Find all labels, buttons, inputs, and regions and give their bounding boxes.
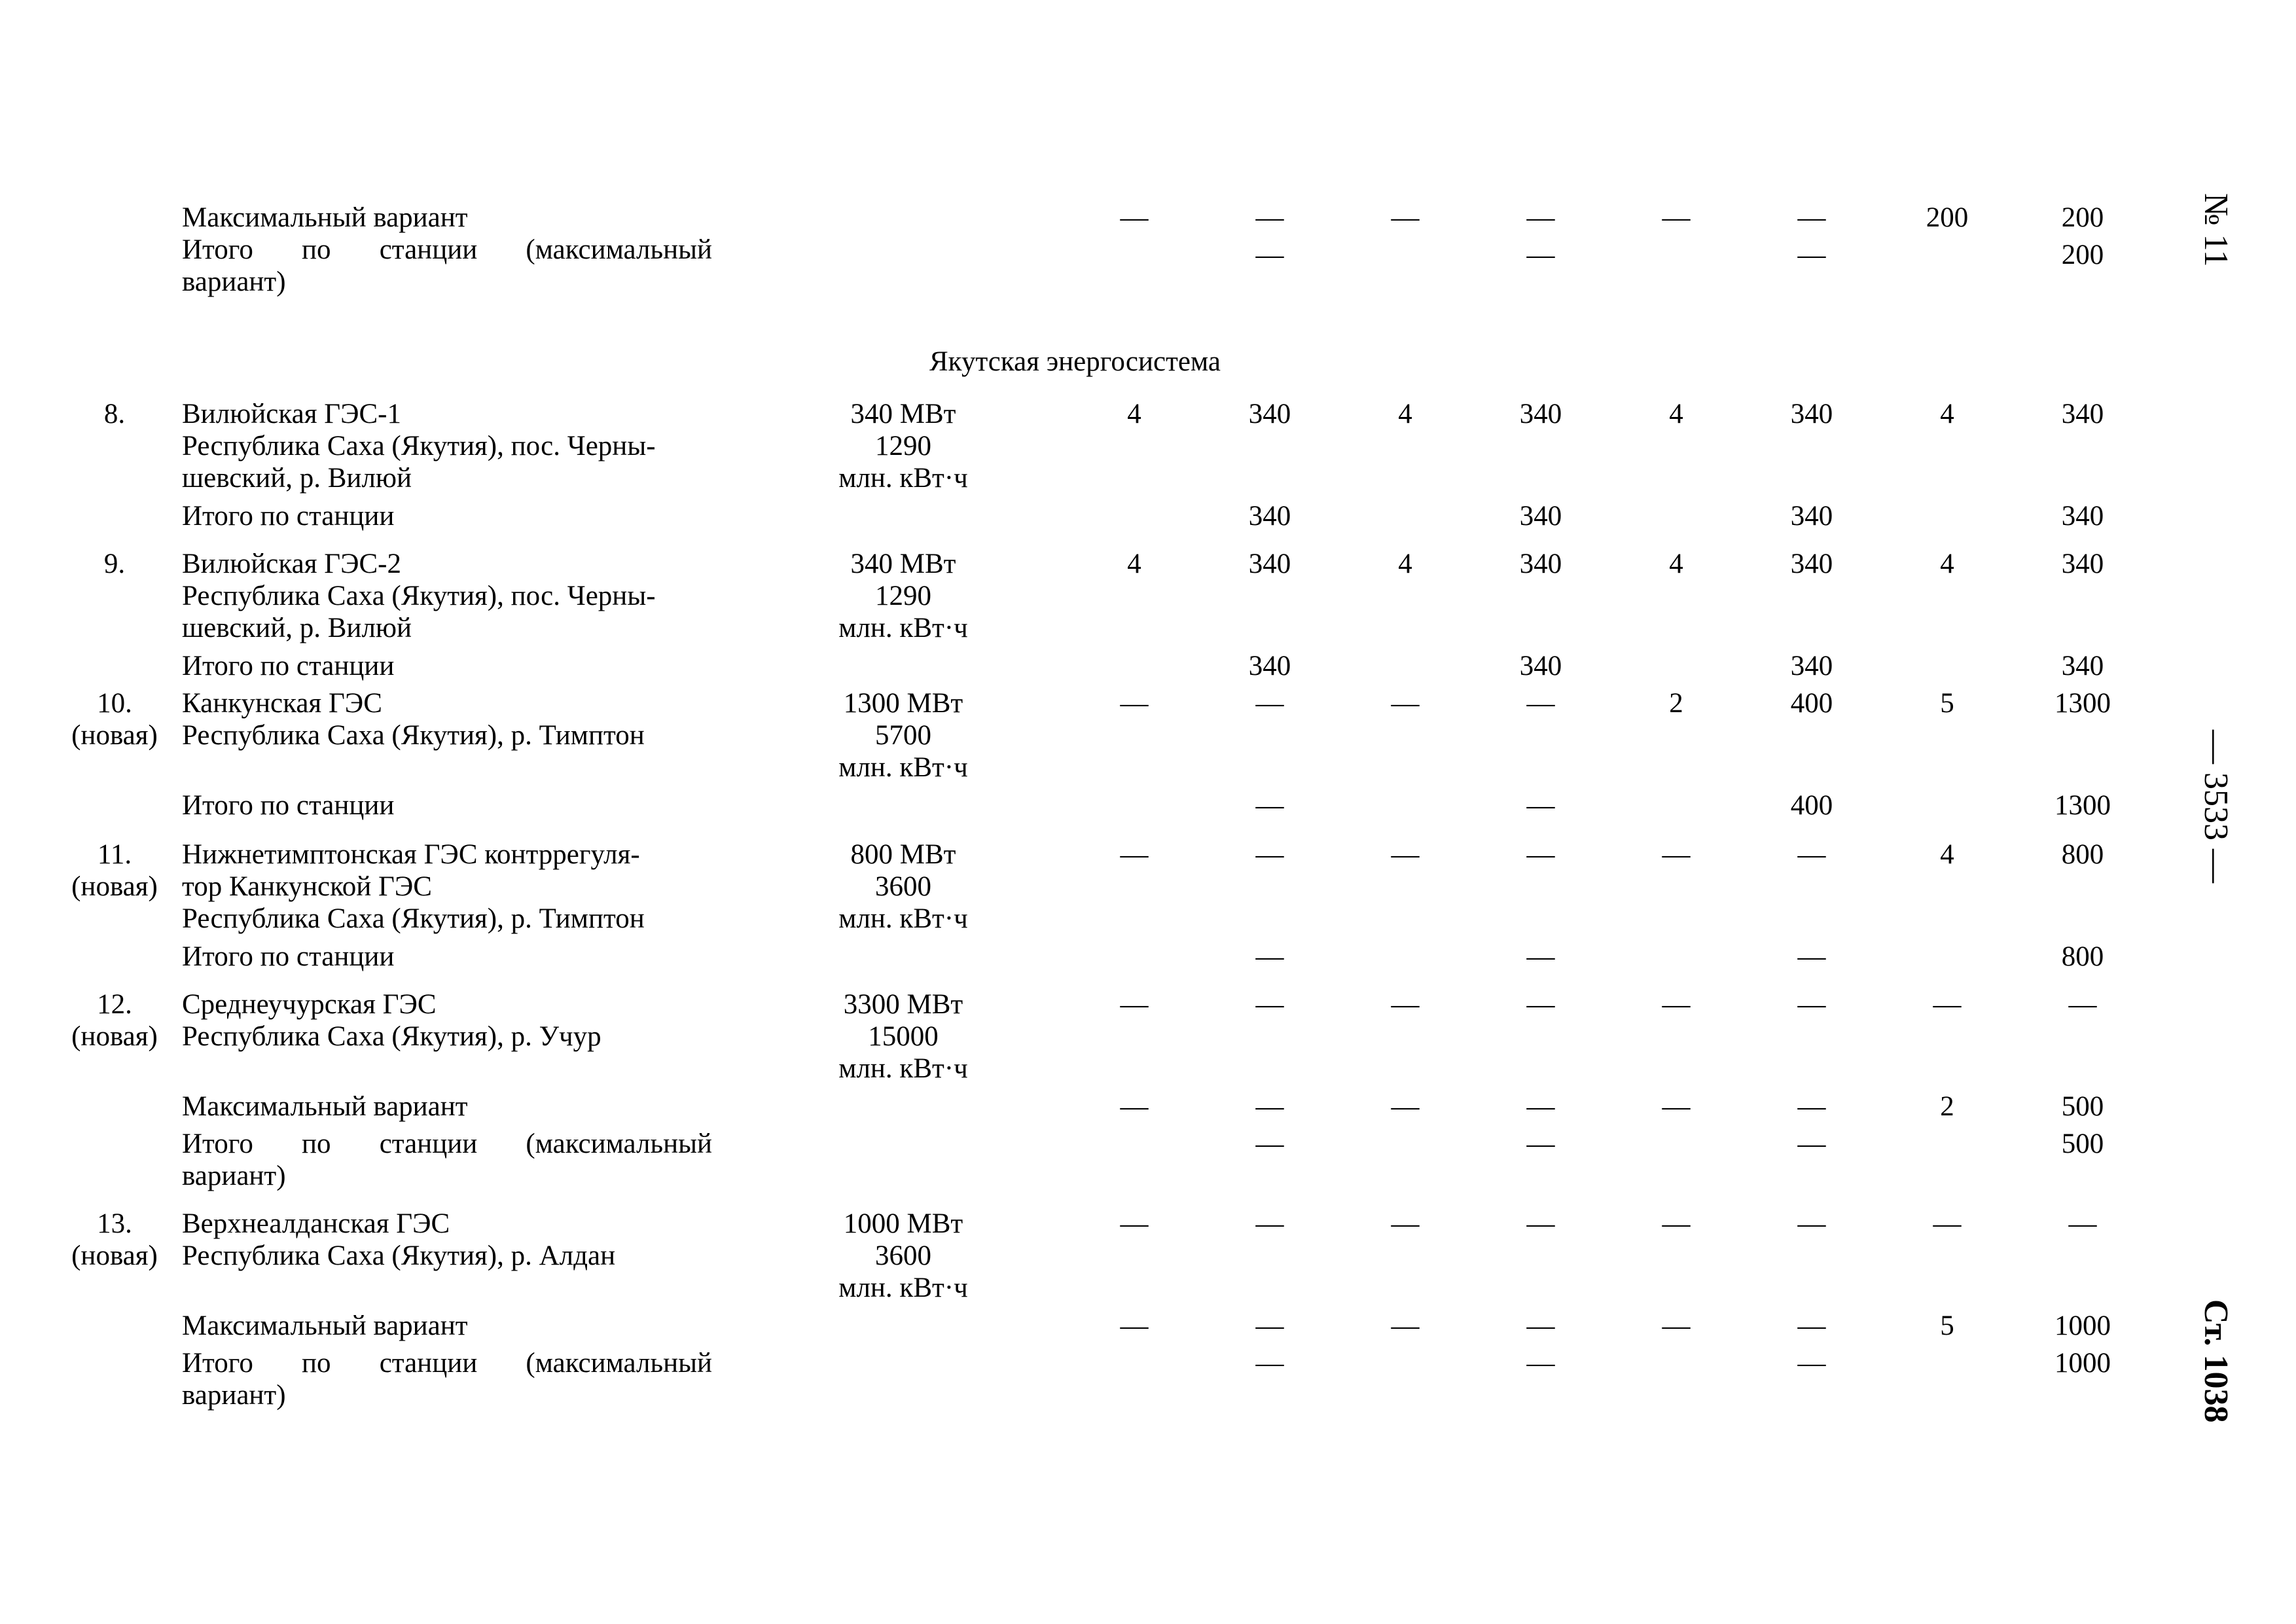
station-8-value-col-4: 340 <box>1519 399 1562 429</box>
station-location-line: шевский, р. Вилюй <box>182 613 412 643</box>
total-values-row-col-4: — <box>1526 240 1555 270</box>
station-13-total-col-2: — <box>1255 1348 1284 1379</box>
capacity-mw: 800 МВт <box>850 839 956 870</box>
station-13-max-col-6: — <box>1797 1310 1826 1341</box>
station-12-value-col-3: — <box>1391 989 1420 1020</box>
station-8-value-col-7: 4 <box>1940 399 1954 429</box>
station-8-value-col-8: 340 <box>2061 399 2104 429</box>
station-total-label: Итого по станции <box>182 790 395 821</box>
max-values-row-col-6: — <box>1797 202 1826 233</box>
station-11-value-col-7: 4 <box>1940 839 1954 870</box>
station-8-value-col-5: 4 <box>1669 399 1683 429</box>
output-unit: млн. кВт·ч <box>838 903 968 934</box>
station-13-max-col-7: 5 <box>1940 1310 1954 1341</box>
station-total-label: Итого по станции <box>182 501 395 532</box>
station-11-value-col-6: — <box>1797 839 1826 870</box>
station-12-max-col-7: 2 <box>1940 1091 1954 1122</box>
station-9-total-col-6: 340 <box>1790 651 1833 681</box>
station-8-total-col-4: 340 <box>1519 501 1562 532</box>
station-location-line: Республика Саха (Якутия), пос. Черны- <box>182 431 656 461</box>
total-label: Итого по станции (максимальный <box>182 234 712 265</box>
station-capacity <box>812 1208 995 1304</box>
station-9-value-col-8: 340 <box>2061 549 2104 579</box>
station-name: Нижнетимптонская ГЭС контррегуля- <box>182 839 640 870</box>
row-new-note: (новая) <box>71 1021 158 1052</box>
station-10-total-col-4: — <box>1526 790 1555 821</box>
station-description <box>182 398 712 494</box>
station-location-line: Республика Саха (Якутия), р. Учур <box>182 1021 601 1052</box>
station-12-max-col-2: — <box>1255 1091 1284 1122</box>
annual-output: 15000 <box>868 1021 939 1052</box>
station-13-max-col-4: — <box>1526 1310 1555 1341</box>
station-12-value-col-7: — <box>1933 989 1962 1020</box>
station-13-value-col-6: — <box>1797 1208 1826 1239</box>
station-10-total-col-8: 1300 <box>2054 790 2111 821</box>
station-13-total-col-8: 1000 <box>2054 1348 2111 1379</box>
station-10-value-col-4: — <box>1526 688 1555 719</box>
row-new-note: (новая) <box>71 1240 158 1271</box>
row-number <box>59 988 170 1053</box>
station-location-line: тор Канкунской ГЭС <box>182 871 432 902</box>
station-11-value-col-5: — <box>1662 839 1691 870</box>
station-13-max-col-3: — <box>1391 1310 1420 1341</box>
station-8-value-col-1: 4 <box>1127 399 1141 429</box>
total-values-row-col-2: — <box>1255 240 1284 270</box>
station-13-value-col-3: — <box>1391 1208 1420 1239</box>
station-13-max-col-8: 1000 <box>2054 1310 2111 1341</box>
station-12-total-col-6: — <box>1797 1128 1826 1159</box>
page-number: — 3533 — <box>2197 730 2234 883</box>
station-13-total-col-6: — <box>1797 1348 1826 1379</box>
station-12-value-col-2: — <box>1255 989 1284 1020</box>
total-values-row-col-8: 200 <box>2061 240 2104 270</box>
row-number <box>59 398 170 430</box>
issue-number: № 11 <box>2197 193 2234 267</box>
max-values-row-col-3: — <box>1391 202 1420 233</box>
row-number-value: 11. <box>97 839 132 870</box>
station-10-total-col-6: 400 <box>1790 790 1833 821</box>
row-number <box>59 1208 170 1272</box>
station-8-total-col-8: 340 <box>2061 501 2104 532</box>
output-unit: млн. кВт·ч <box>838 752 968 783</box>
max-values-row-col-2: — <box>1255 202 1284 233</box>
station-description <box>182 548 712 644</box>
station-10-value-col-7: 5 <box>1940 688 1954 719</box>
output-unit: млн. кВт·ч <box>838 1053 968 1084</box>
station-13-total-col-4: — <box>1526 1348 1555 1379</box>
station-12-total-col-2: — <box>1255 1128 1284 1159</box>
station-11-value-col-1: — <box>1120 839 1149 870</box>
max-values-row-col-7: 200 <box>1926 202 1969 233</box>
station-name: Верхнеалданская ГЭС <box>182 1208 450 1239</box>
station-description <box>182 1208 712 1272</box>
station-12-value-col-8: — <box>2068 989 2097 1020</box>
station-10-value-col-5: 2 <box>1669 688 1683 719</box>
station-11-total-col-8: 800 <box>2061 941 2104 972</box>
station-8-value-col-2: 340 <box>1248 399 1291 429</box>
station-8-total-col-2: 340 <box>1248 501 1291 532</box>
station-13-value-col-5: — <box>1662 1208 1691 1239</box>
output-unit: млн. кВт·ч <box>838 463 968 494</box>
output-unit: млн. кВт·ч <box>838 613 968 643</box>
max-values-row-col-5: — <box>1662 202 1691 233</box>
station-description <box>182 839 712 935</box>
total-values-row-col-6: — <box>1797 240 1826 270</box>
annual-output: 1290 <box>875 431 931 461</box>
station-location-line: Республика Саха (Якутия), р. Тимптон <box>182 903 645 934</box>
row-number-value: 13. <box>97 1208 132 1239</box>
station-12-max-col-1: — <box>1120 1091 1149 1122</box>
station-12-max-col-6: — <box>1797 1091 1826 1122</box>
capacity-mw: 1000 МВт <box>843 1208 963 1239</box>
station-9-value-col-2: 340 <box>1248 549 1291 579</box>
station-12-total-col-8: 500 <box>2061 1128 2104 1159</box>
station-8-total-col-6: 340 <box>1790 501 1833 532</box>
row-number-value: 10. <box>97 688 132 719</box>
row-new-note: (новая) <box>71 720 158 751</box>
station-11-value-col-4: — <box>1526 839 1555 870</box>
station-11-value-col-3: — <box>1391 839 1420 870</box>
station-capacity <box>812 839 995 935</box>
station-name: Вилюйская ГЭС-2 <box>182 549 401 579</box>
station-10-value-col-1: — <box>1120 688 1149 719</box>
station-11-value-col-2: — <box>1255 839 1284 870</box>
station-13-max-col-5: — <box>1662 1310 1691 1341</box>
station-10-value-col-3: — <box>1391 688 1420 719</box>
station-total-label: Итого по станции (максимальный вариант) <box>182 1348 712 1411</box>
max-variant-label: Максимальный вариант <box>182 202 468 233</box>
max-values-row-col-8: 200 <box>2061 202 2104 233</box>
station-name: Среднеучурская ГЭС <box>182 989 437 1020</box>
station-total-label: Итого по станции (максимальный вариант) <box>182 1128 712 1191</box>
station-13-value-col-2: — <box>1255 1208 1284 1239</box>
station-11-total-col-4: — <box>1526 941 1555 972</box>
annual-output: 3600 <box>875 871 931 902</box>
annual-output: 1290 <box>875 581 931 611</box>
station-11-total-col-6: — <box>1797 941 1826 972</box>
annual-output: 5700 <box>875 720 931 751</box>
article-number: Ст. 1038 <box>2197 1299 2234 1423</box>
max-values-row-col-1: — <box>1120 202 1149 233</box>
station-12-max-col-5: — <box>1662 1091 1691 1122</box>
station-location-line: Республика Саха (Якутия), пос. Черны- <box>182 581 656 611</box>
station-9-value-col-6: 340 <box>1790 549 1833 579</box>
station-9-value-col-5: 4 <box>1669 549 1683 579</box>
annual-output: 3600 <box>875 1240 931 1271</box>
row-new-note: (новая) <box>71 871 158 902</box>
station-12-max-col-3: — <box>1391 1091 1420 1122</box>
station-9-value-col-4: 340 <box>1519 549 1562 579</box>
station-12-value-col-5: — <box>1662 989 1691 1020</box>
station-12-value-col-4: — <box>1526 989 1555 1020</box>
station-10-value-col-6: 400 <box>1790 688 1833 719</box>
station-12-value-col-6: — <box>1797 989 1826 1020</box>
station-location-line: шевский, р. Вилюй <box>182 463 412 494</box>
station-description <box>182 687 712 751</box>
station-9-value-col-1: 4 <box>1127 549 1141 579</box>
station-total-label: Итого по станции <box>182 941 395 972</box>
station-13-value-col-7: — <box>1933 1208 1962 1239</box>
station-capacity <box>812 687 995 784</box>
station-12-total-col-4: — <box>1526 1128 1555 1159</box>
station-9-value-col-3: 4 <box>1398 549 1412 579</box>
station-9-total-col-8: 340 <box>2061 651 2104 681</box>
row-number <box>59 548 170 580</box>
row-number <box>59 687 170 751</box>
total-label-cont: вариант) <box>182 266 286 297</box>
max-variant-label: Максимальный вариант <box>182 1091 468 1122</box>
station-10-value-col-8: 1300 <box>2054 688 2111 719</box>
station-9-total-col-2: 340 <box>1248 651 1291 681</box>
row-number-value: 12. <box>97 989 132 1020</box>
station-total-label: Итого по станции <box>182 651 395 681</box>
station-11-value-col-8: 800 <box>2061 839 2104 870</box>
capacity-mw: 3300 МВт <box>843 989 963 1020</box>
station-capacity <box>812 988 995 1085</box>
station-13-value-col-4: — <box>1526 1208 1555 1239</box>
station-location-line: Республика Саха (Якутия), р. Тимптон <box>182 720 645 751</box>
station-13-value-col-8: — <box>2068 1208 2097 1239</box>
station-9-total-col-4: 340 <box>1519 651 1562 681</box>
station-13-value-col-1: — <box>1120 1208 1149 1239</box>
station-8-value-col-6: 340 <box>1790 399 1833 429</box>
row-number <box>59 839 170 903</box>
station-8-value-col-3: 4 <box>1398 399 1412 429</box>
station-10-value-col-2: — <box>1255 688 1284 719</box>
capacity-mw: 340 МВт <box>850 549 956 579</box>
max-variant-label: Максимальный вариант <box>182 1310 468 1341</box>
station-description <box>182 988 712 1053</box>
max-values-row-col-4: — <box>1526 202 1555 233</box>
row-number-value: 8. <box>103 399 126 429</box>
station-12-max-col-8: 500 <box>2061 1091 2104 1122</box>
station-capacity <box>812 548 995 644</box>
station-12-max-col-4: — <box>1526 1091 1555 1122</box>
capacity-mw: 340 МВт <box>850 399 956 429</box>
section-title: Якутская энергосистема <box>929 346 1221 377</box>
station-13-max-col-1: — <box>1120 1310 1149 1341</box>
output-unit: млн. кВт·ч <box>838 1272 968 1303</box>
station-13-max-col-2: — <box>1255 1310 1284 1341</box>
station-name: Вилюйская ГЭС-1 <box>182 399 401 429</box>
station-10-total-col-2: — <box>1255 790 1284 821</box>
station-9-value-col-7: 4 <box>1940 549 1954 579</box>
station-12-value-col-1: — <box>1120 989 1149 1020</box>
station-location-line: Республика Саха (Якутия), р. Алдан <box>182 1240 616 1271</box>
capacity-mw: 1300 МВт <box>843 688 963 719</box>
station-capacity <box>812 398 995 494</box>
station-name: Канкунская ГЭС <box>182 688 382 719</box>
row-number-value: 9. <box>103 549 126 579</box>
station-11-total-col-2: — <box>1255 941 1284 972</box>
